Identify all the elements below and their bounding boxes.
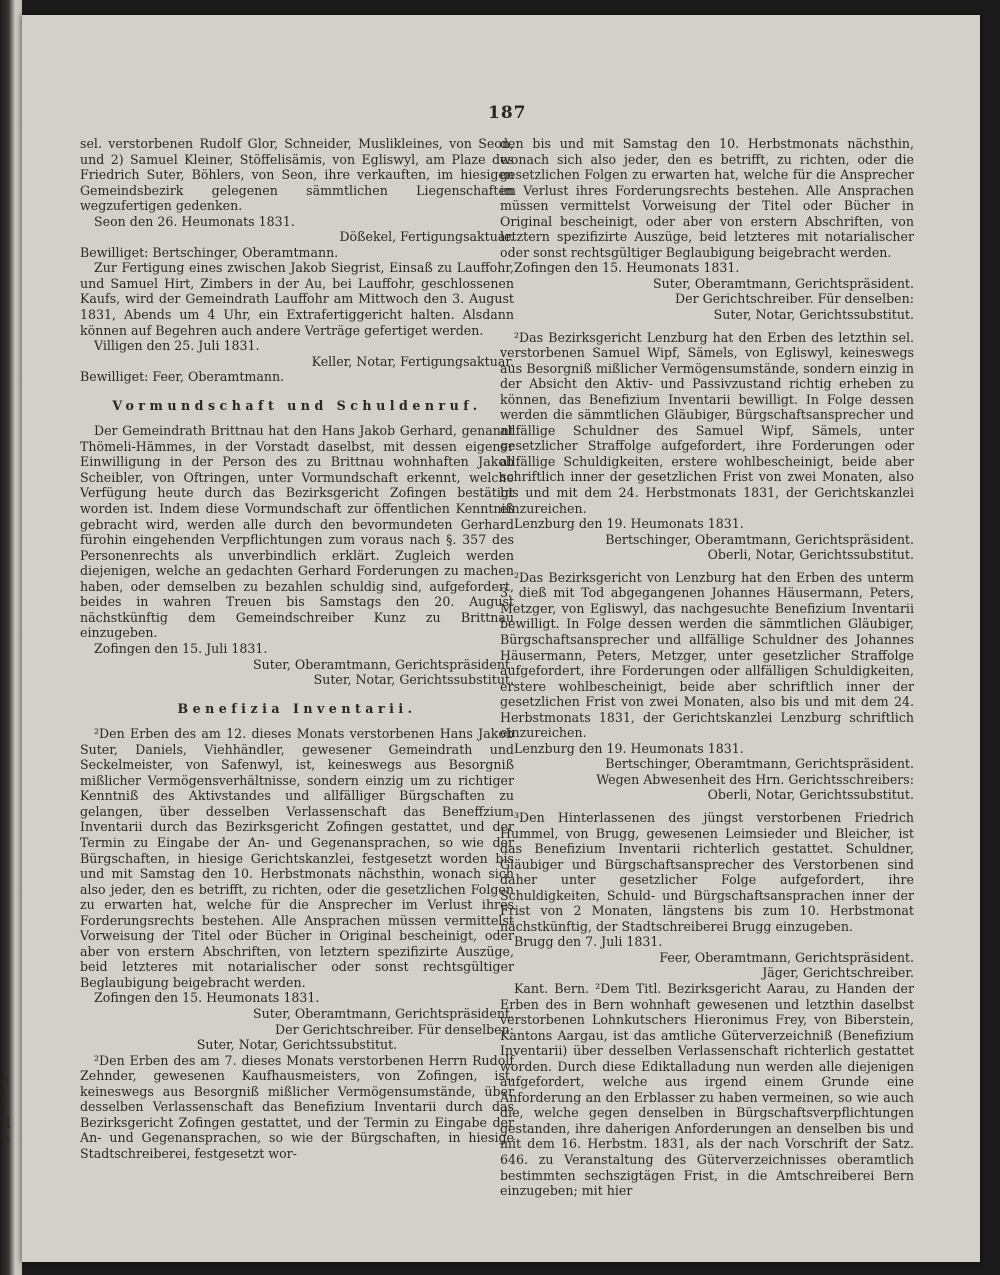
notice-signature: Feer, Oberamtmann, Gerichtspräsident. (659, 949, 914, 965)
notice-date: Lenzburg den 19. Heumonats 1831. (514, 516, 744, 532)
notice-date: Lenzburg den 19. Heumonats 1831. (514, 740, 744, 756)
section-heading: Vormundschaft und Schuldenruf. (112, 397, 482, 413)
notice-signature: Bertschinger, Oberamtmann, Gerichtspräsident. (605, 531, 914, 547)
notice-signature: Suter, Oberamtmann, Gerichtspräsident. (653, 275, 914, 291)
notice-signature: Oberli, Notar, Gerichtssubstitut. (707, 787, 914, 803)
notice-paragraph: Der Gemeindrath Brittnau hat den Hans Jakob Gerhard, genannt Thömeli-Hämmes, in der Vorstadt daselbst, mit dessen eigener Einwilligung in der Person des zu Brittnau wohnhaften Jakob Scheibler, von Oftringen, unter Vormundschaft erkennt, welche Verfügung heute durch das Bezirksgericht Zofingen bestätigt worden ist. Indem diese Vormundschaft zur öffentlichen Kenntniß gebracht wird, werden alle durch den bevormundeten Gerhard fürohin eingehenden Verpflichtungen zum voraus nach §. 357 des Personenrechts als unverbindlich erklärt. Zugleich werden diejenigen, welche an gedachten Gerhard Forderungen zu machen haben, oder demselben zu bezahlen schuldig sind, aufgefordert, beides in wahren Treuen bis Samstags den 20. August nächstkünftig dem Gemeindschreiber Kunz zu Brittnau einzugeben. (80, 423, 514, 641)
adjacent-page-margin-text: s l i d e (2, 1072, 11, 1147)
page-number: 187 (488, 103, 527, 123)
notice-signature: Suter, Notar, Gerichtssubstitut. (713, 307, 914, 323)
notice-signature: Suter, Oberamtmann, Gerichtspräsident. (253, 656, 514, 672)
notice-paragraph: Kant. Bern. ²Dem Titl. Bezirksgericht Aarau, zu Handen der Erben des in Bern wohnhaft gewesenen und letzthin daselbst verstorbenen Lohnkutschers Hieronimus Frey, von Biberstein, Kantons Aargau, ist das amtliche Güterverzeichniß (Benefizium Inventarii) über desselben Verlassenschaft richterlich gestattet worden. Durch diese Ediktalladung nun werden alle diejenigen aufgefordert, welche aus irgend einem Grunde eine Anforderung an den Erblasser zu haben vermeinen, so wie auch die, welche gegen denselben in Bürgschaftsverpflichtungen gestanden, ihre daherigen Anforderungen an denselben bis und mit dem 16. Herbstm. 1831, als der nach Vorschrift der Satz. 646. zu Veranstaltung des Güterverzeichnisses oberamtlich bestimmten sechszigtägen Frist, in die Amtschreiberei Bern einzugeben; mit hier (500, 980, 914, 1199)
notice-approval: Bewilliget: Bertschinger, Oberamtmann. (80, 244, 339, 260)
notice-paragraph: ²Das Bezirksgericht von Lenzburg hat den Erben des unterm 3. dieß mit Tod abgegangenen Johannes Häusermann, Peters, Metzger, von Egliswyl, das nachgesuchte Benefizium Inventarii bewilligt. In Folge dessen werden die sämmtlichen Gläubiger, Bürgschaftsansprecher und allfällige Schuldner des Johannes Häusermann, Peters, Metzger, unter gesetzlicher Straffolge aufgefordert, ihre Forderungen oder allfälligen Schuldigkeiten, erstere wohlbescheinigt, beide aber schriftlich inner der gesetzlichen Frist von zwei Monaten, also bis und mit dem 24. Herbstmonats 1831, der Gerichtskanzlei Lenzburg schriftlich einzureichen. (500, 569, 914, 741)
notice-approval: Bewilliget: Feer, Oberamtmann. (80, 369, 285, 385)
section-heading: Benefizia Inventarii. (177, 700, 417, 716)
notice-paragraph: den bis und mit Samstag den 10. Herbstmonats nächsthin, wonach sich also jeder, den es betrifft, zu richten, oder die gesetzlichen Folgen zu erwarten hat, welche für die Ansprecher im Verlust ihres Forderungsrechts bestehen. Alle Ansprachen müssen vermittelst Vorweisung der Titel oder Bücher in Original bescheinigt, oder aber von erstern Abschriften, von letztern spezifizirte Auszüge, beid letzteres mit notarialischer oder sonst rechtsgültiger Beglaubigung beigebracht werden. (500, 136, 914, 260)
document-page (22, 15, 980, 1262)
notice-paragraph: ²Das Bezirksgericht Lenzburg hat den Erben des letzthin sel. verstorbenen Samuel Wipf, Sämels, von Egliswyl, keineswegs aus Besorgniß mißlicher Vermögensumstände, sondern einzig in der Absicht den Aktiv- und Passivzustand richtig erheben zu können, das Benefizium Inventarii bewilligt. In Folge dessen werden die sämmtlichen Gläubiger, Bürgschaftsansprecher und allfällige Schuldner des Samuel Wipf, Sämels, unter gesetzlicher Straffolge aufgefordert, ihre Forderungen oder allfällige Schuldigkeiten, erstere wohlbescheinigt, beide aber schriftlich inner der gesetzlichen Frist von zwei Monaten, also bis und mit dem 24. Herbstmonats 1831, der Gerichtskanzlei einzureichen. (500, 329, 914, 516)
notice-date: Brugg den 7. Juli 1831. (514, 934, 663, 950)
notice-paragraph: sel. verstorbenen Rudolf Glor, Schneider, Muslikleines, von Seon, und 2) Samuel Kleiner, Stöffelisämis, von Egliswyl, am Plaze des Friedrich Suter, Böhlers, von Seon, ihre verkauften, im hiesigen Gemeindsbezirk gelegenen sämmtlichen Liegenschaften wegzufertigen gedenken. (80, 136, 514, 214)
notice-signature: Oberli, Notar, Gerichtssubstitut. (707, 547, 914, 563)
notice-signature: Der Gerichtschreiber. Für denselben: (275, 1021, 514, 1037)
notice-signature: Suter, Notar, Gerichtssubstitut. (313, 672, 514, 688)
left-column (80, 136, 514, 1161)
notice-paragraph: ²Den Erben des am 12. dieses Monats verstorbenen Hans Jakob Suter, Daniels, Viehhändler, gewesener Gemeindrath und Seckelmeister, von Safenwyl, ist, keineswegs aus Besorgniß mißlicher Vermögensverhältnisse, sondern einzig um zu richtiger Kenntniß des Aktivstandes und allfälliger Bürgschaften zu gelangen, über desselben Verlassenschaft das Beneffzium Inventarii durch das Bezirksgericht Zofingen gestattet, und der Termin zu Eingabe der An- und Gegenansprachen, so wie der Bürgschaften, in hiesige Gerichtskanzlei, festgesetzt worden bis und mit Samstag den 10. Herbstmonats nächsthin, wonach sich also jeder, den es betrifft, zu richten, oder die gesetzlichen Folgen zu erwarten hat, welche für die Ansprecher im Verlust ihres Forderungsrechts bestehen. Alle Ansprachen müssen vermittelst Vorweisung der Titel oder Bücher in Original bescheinigt, oder aber von erstern Abschriften, von letztern spezifizirte Auszüge, beid letzteres mit notarialischer oder sonst rechtsgültiger Beglaubigung beigebracht werden. (80, 726, 514, 990)
notice-date: Zofingen den 15. Heumonats 1831. (94, 990, 320, 1006)
notice-date: Zofingen den 15. Heumonats 1831. (514, 260, 740, 276)
notice-paragraph: Zur Fertigung eines zwischen Jakob Siegrist, Einsaß zu Lauffohr, und Samuel Hirt, Zimbers in der Au, bei Lauffohr, geschlossenen Kaufs, wird der Gemeindrath Lauffohr am Mittwoch den 3. August 1831, Abends um 4 Uhr, ein Extrafertiggericht halten. Alsdann können auf Begehren auch andere Verträge gefertiget werden. (80, 260, 514, 338)
notice-signature: Bertschinger, Oberamtmann, Gerichtspräsident. (605, 756, 914, 772)
notice-date: Zofingen den 15. Juli 1831. (94, 640, 268, 656)
notice-signature: Keller, Notar, Fertigungsaktuar. (311, 353, 514, 369)
notice-date: Seon den 26. Heumonats 1831. (94, 213, 295, 229)
notice-date: Villigen den 25. Juli 1831. (94, 338, 260, 354)
notice-signature: Wegen Abwesenheit des Hrn. Gerichtsschreibers: (596, 771, 914, 787)
notice-signature: Dößekel, Fertigungsaktuar. (339, 229, 514, 245)
notice-signature: Suter, Notar, Gerichtssubstitut. (196, 1037, 398, 1053)
notice-paragraph: ²Den Erben des am 7. dieses Monats verstorbenen Herrn Rudolf Zehnder, gewesenen Kaufhausmeisters, von Zofingen, ist, keineswegs aus Besorgniß mißlicher Vermögensumstände, über desselben Verlassenschaft das Benefizium Inventarii durch das Bezirksgericht Zofingen gestattet, und der Termin zu Eingabe der An- und Gegenansprachen, so wie der Bürgschaften, in hiesige Stadtschreiberei, festgesetzt wor- (80, 1052, 514, 1161)
right-column (500, 136, 914, 1199)
notice-signature: Der Gerichtschreiber. Für denselben: (675, 291, 914, 307)
notice-paragraph: ³Den Hinterlassenen des jüngst verstorbenen Friedrich Hummel, von Brugg, gewesenen Leimsieder und Bleicher, ist das Benefizium Inventarii richterlich gestattet. Schuldner, Gläubiger und Bürgschaftsansprecher des Verstorbenen sind daher unter gesetzlicher Folge aufgefordert, ihre Schuldigkeiten, Schuld- und Bürgschaftsansprachen inner der Frist von 2 Monaten, längstens bis zum 10. Herbstmonat nächstkünftig, der Stadtschreiberei Brugg einzugeben. (500, 809, 914, 934)
notice-signature: Suter, Oberamtmann, Gerichtspräsident. (253, 1005, 514, 1021)
notice-signature: Jäger, Gerichtschreiber. (762, 965, 914, 981)
